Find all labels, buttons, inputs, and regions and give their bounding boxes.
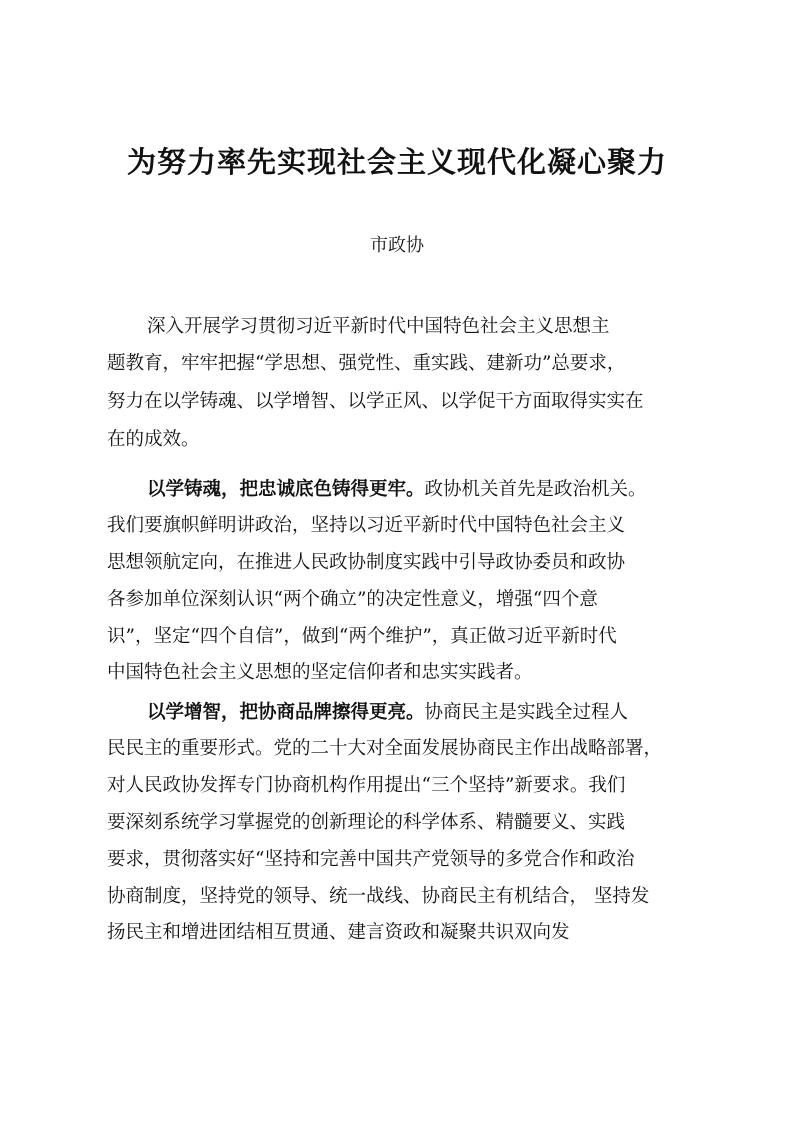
paragraph-line: 我们要旗帜鲜明讲政治，坚持以习近平新时代中国特色社会主义 xyxy=(107,515,626,536)
paragraph-lead: 以学增智，把协商品牌擦得更亮。 xyxy=(147,702,425,723)
paragraph-line: 识”，坚定“四个自信”，做到“两个维护”，真正做习近平新时代 xyxy=(107,626,617,647)
paragraph-lead: 以学铸魂，把忠诚底色铸得更牢。 xyxy=(147,479,425,500)
paragraph-line: 要深刻系统学习掌握党的创新理论的科学体系、精髓要义、实践 xyxy=(107,812,626,833)
paragraph-line xyxy=(147,478,647,502)
document-author: 市政协 xyxy=(370,235,424,256)
paragraph-line: 对人民政协发挥专门协商机构作用提出“三个坚持”新要求。我们 xyxy=(107,775,626,796)
paragraph-text: 政协机关首先是政治机关。 xyxy=(424,479,647,500)
paragraph-text: 协商民主是实践全过程人 xyxy=(424,702,629,723)
paragraph-line: 协商制度，坚持党的领导、统一战线、协商民主有机结合， 坚持发 xyxy=(107,886,650,907)
paragraph-line: 题教育，牢牢把握“学思想、强党性、重实践、建新功”总要求， xyxy=(107,353,626,374)
document-title: 为努力率先实现社会主义现代化凝心聚力 xyxy=(126,145,667,179)
paragraph-line: 深入开展学习贯彻习近平新时代中国特色社会主义思想主 xyxy=(147,316,610,337)
paragraph-line: 民民主的重要形式。党的二十大对全面发展协商民主作出战略部署， xyxy=(107,738,663,759)
paragraph-line: 努力在以学铸魂、以学增智、以学正风、以学促干方面取得实实在 xyxy=(107,391,644,412)
paragraph-line: 在的成效。 xyxy=(107,429,200,450)
paragraph-line: 各参加单位深刻认识“两个确立”的决定性意义，增强“四个意 xyxy=(107,589,598,610)
paragraph-line xyxy=(147,701,628,725)
paragraph-line: 中国特色社会主义思想的坚定信仰者和忠实实践者。 xyxy=(107,662,533,683)
paragraph-line: 要求，贯彻落实好“坚持和完善中国共产党领导的多党合作和政治 xyxy=(107,849,635,870)
paragraph-line: 思想领航定向，在推进人民政协制度实践中引导政协委员和政协 xyxy=(107,552,626,573)
paragraph-line: 扬民主和增进团结相互贯通、建言资政和凝聚共识双向发 xyxy=(107,922,570,943)
